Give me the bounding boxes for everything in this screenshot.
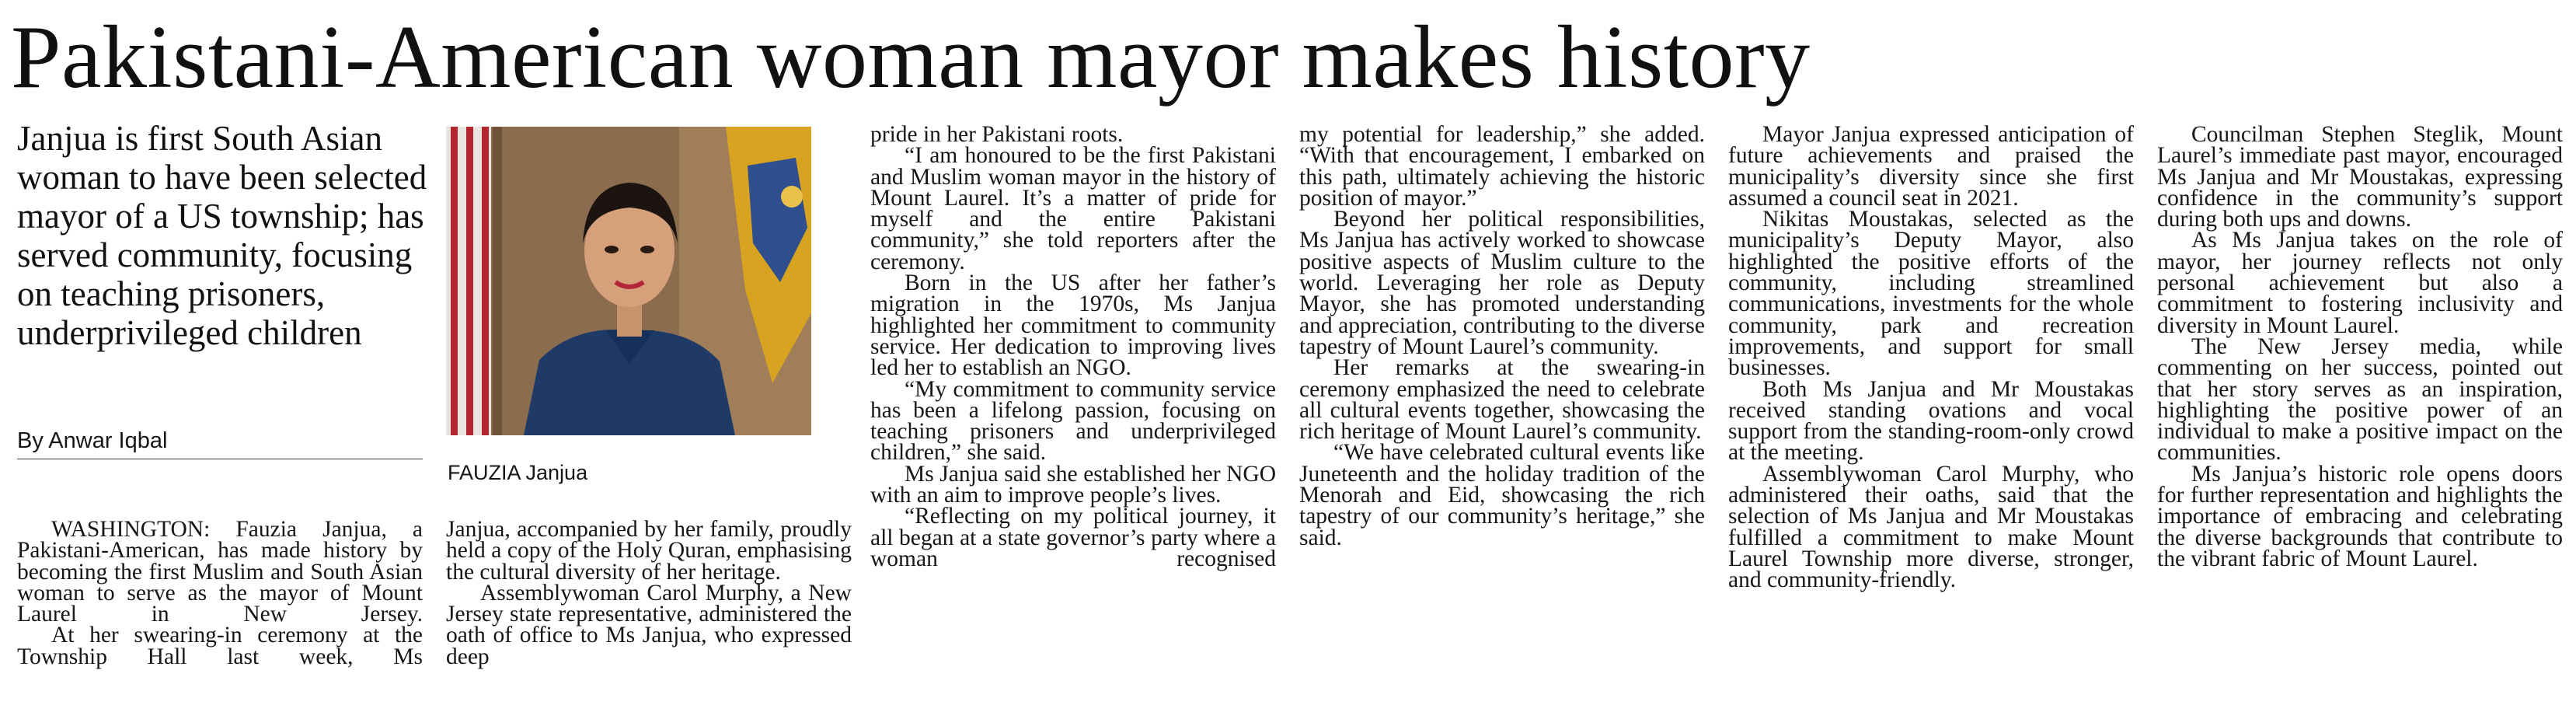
- mayor-photo: [446, 127, 811, 435]
- article-paragraph: WASHINGTON: Fauzia Janjua, a Pakistani-American, has made history by becoming the first Muslim and South Asian woman to serve as the mayor of Mount Laurel in New Jersey.: [17, 519, 423, 627]
- article-paragraph: Mayor Janjua expressed anticipation of future achievements and praised the municipality’s diversity since she first assumed a council seat in 2021.: [1728, 124, 2134, 211]
- article-paragraph: Councilman Stephen Steglik, Mount Laurel’s immediate past mayor, encouraged Ms Janjua and Mr Moustakas, expressing confidence in the community’s support during both ups and downs.: [2157, 124, 2563, 232]
- article-paragraph: Ms Janjua said she established her NGO with an aim to improve people’s lives.: [870, 461, 1276, 508]
- article-column-3: [870, 124, 1276, 719]
- article-paragraph: pride in her Pakistani roots.: [870, 124, 1124, 147]
- article-paragraph: “My commitment to community service has been a lifelong passion, focusing on teaching prisoners and underprivileged children,” she said.: [870, 376, 1276, 466]
- article-paragraph: Assemblywoman Carol Murphy, a New Jersey state representative, administered the oath of office to Ms Janjua, who expressed deep: [446, 580, 852, 669]
- deck-subheadline: Janjua is first South Asian woman to have been selected mayor of a US township; has served community, focusing on teaching prisoners, underprivileged children: [17, 119, 427, 352]
- article-column-5: [1728, 124, 2134, 719]
- article-paragraph: “Reflecting on my political journey, it all began at a state governor’s party where a woman recognised: [870, 504, 1276, 571]
- article-paragraph: my potential for leadership,” she added. “With that encouragement, I embarked on this path, ultimately achieving the historic position of mayor.”: [1299, 124, 1705, 211]
- article-paragraph: Janjua, accompanied by her family, proudly held a copy of the Holy Quran, emphasising the cultural diversity of her heritage.: [446, 519, 852, 585]
- article-paragraph: As Ms Janjua takes on the role of mayor, her journey reflects not only personal achievement but also a commitment to fostering inclusivity and diversity in Mount Laurel.: [2157, 228, 2563, 338]
- headline: Pakistani-American woman mayor makes history: [11, 8, 1811, 107]
- article-paragraph: Beyond her political responsibilities, Ms Janjua has actively worked to showcase positive aspects of Muslim culture to the world. Leveraging her role as Deputy Mayor, she has promoted understanding and appreciation, contributing to the diverse tapestry of Mount Laurel’s community.: [1299, 207, 1705, 359]
- portrait-illustration: [446, 127, 811, 435]
- byline: By Anwar Iqbal: [17, 428, 423, 459]
- article-column-2: [446, 519, 852, 719]
- article-paragraph: Both Ms Janjua and Mr Moustakas received standing ovations and vocal support from the standing-room-only crowd at the meeting.: [1728, 376, 2134, 466]
- article-paragraph: The New Jersey media, while commenting on her success, pointed out that her story serves as an inspiration, highlighting the positive power of an individual to make a positive impact on the communities.: [2157, 333, 2563, 466]
- article-paragraph: Assemblywoman Carol Murphy, who administered their oaths, said that the selection of Ms Janjua and Mr Moustakas fulfilled a commitment to make Mount Laurel Township more diverse, stronger, and community-friendly.: [1728, 461, 2134, 593]
- article-paragraph: Nikitas Moustakas, selected as the municipality’s Deputy Mayor, also highlighted the positive efforts of the community, including streamlined communications, investments for the whole community, park and recreation improvements, and support for small businesses.: [1728, 207, 2134, 381]
- article-column-4: [1299, 124, 1705, 719]
- article-paragraph: “I am honoured to be the first Pakistani and Muslim woman mayor in the history of Mount Laurel. It’s a matter of pride for myself and the entire Pakistani community,” she told reporters after the ceremony.: [870, 143, 1276, 274]
- article-paragraph: “We have celebrated cultural events like Juneteenth and the holiday tradition of the Menorah and Eid, showcasing the rich tapestry of our community’s heritage,” she said.: [1299, 440, 1705, 550]
- article-paragraph: Ms Janjua’s historic role opens doors for further representation and highlights the importance of embracing and celebrating the diverse backgrounds that contribute to the vibrant fabric of Mount Laurel.: [2157, 461, 2563, 571]
- photo-caption: FAUZIA Janjua: [448, 461, 588, 484]
- article-paragraph: At her swearing-in ceremony at the Township Hall last week, Ms: [17, 623, 423, 669]
- article-paragraph: Born in the US after her father’s migration in the 1970s, Ms Janjua highlighted her commitment to community service. Her dedication to improving lives led her to establish an NGO.: [870, 270, 1276, 381]
- article-paragraph: Her remarks at the swearing-in ceremony emphasized the need to celebrate all cultural events together, showcasing the rich heritage of Mount Laurel’s community.: [1299, 355, 1705, 445]
- article-column-1: [17, 519, 423, 719]
- article-column-6: [2157, 124, 2563, 719]
